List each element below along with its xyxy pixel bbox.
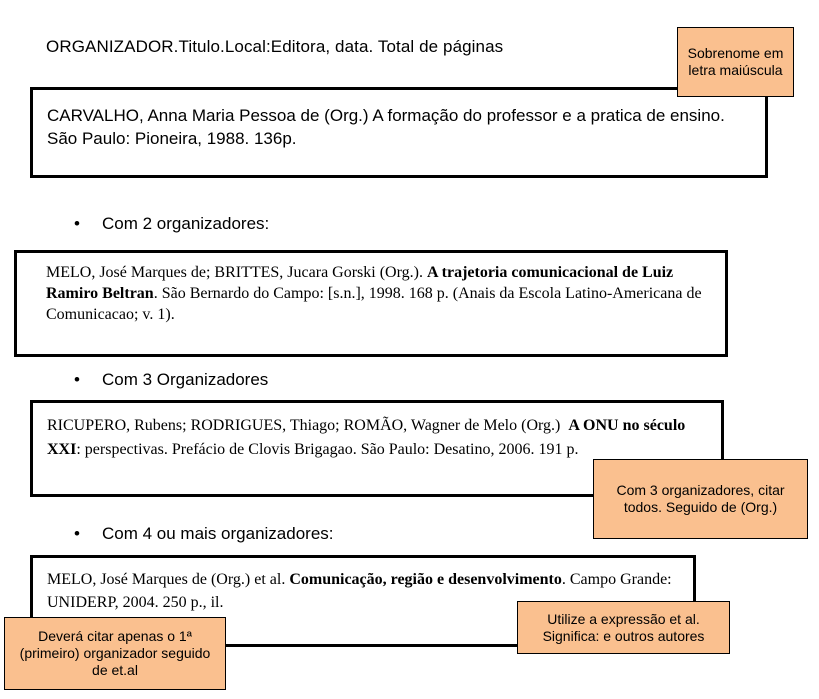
callout-three-organizers	[593, 459, 808, 539]
example-box-two-organizers	[14, 250, 728, 357]
callout-surname-uppercase	[677, 27, 794, 97]
example-three-text	[47, 414, 712, 462]
example-four-rest: . Campo Grande: UNIDERP, 2004. 250 p., il.	[47, 571, 672, 611]
callout-three-organizers-text: Com 3 organizadores, citar todos. Seguido de (Org.)	[616, 482, 785, 515]
example-one-text: CARVALHO, Anna Maria Pessoa de (Org.) A formação do professor e a pratica de ensino. São Paulo: Pioneira, 1988. 136p.	[47, 106, 725, 148]
bullet-three-label: Com 3 Organizadores	[102, 370, 269, 389]
example-three-title: A ONU no século XXI	[47, 417, 686, 458]
bullet-dot-icon: •	[74, 524, 80, 543]
bullet-dot-icon: •	[74, 370, 80, 389]
reference-format-line: ORGANIZADOR.Titulo.Local:Editora, data. Total de páginas	[46, 37, 504, 56]
callout-et-al-text: Utilize a expressão et al. Significa: e outros autores	[542, 610, 705, 644]
example-two-title: A trajetoria comunicacional de Luiz Ramiro Beltran	[46, 264, 674, 302]
bullet-three-organizers	[74, 370, 268, 390]
example-four-authors: MELO, José Marques de (Org.) et al.	[47, 571, 286, 588]
example-three-rest: : perspectivas. Prefácio de Clovis Brigagao. São Paulo: Desatino, 2006. 191 p.	[76, 441, 579, 458]
example-three-authors: RICUPERO, Rubens; RODRIGUES, Thiago; ROMÃO, Wagner de Melo (Org.)	[47, 417, 561, 434]
example-two-rest: . São Bernardo do Campo: [s.n.], 1998. 168 p. (Anais da Escola Latino-Americana de Comunicacao; v. 1).	[46, 285, 702, 323]
bullet-dot-icon: •	[74, 214, 80, 233]
example-two-authors: MELO, José Marques de; BRITTES, Jucara Gorski (Org.).	[46, 264, 423, 281]
example-two-text	[46, 262, 716, 325]
callout-first-organizer-only	[4, 617, 226, 690]
callout-surname-text: Sobrenome em letra maiúscula	[687, 45, 784, 78]
callout-first-organizer-text: Deverá citar apenas o 1ª (primeiro) organizador seguido de et.al	[19, 628, 211, 678]
example-four-title: Comunicação, região e desenvolvimento	[289, 571, 562, 588]
bullet-four-label: Com 4 ou mais organizadores:	[102, 524, 334, 543]
callout-et-al	[517, 601, 730, 654]
bullet-four-organizers	[74, 524, 334, 544]
bullet-two-label: Com 2 organizadores:	[102, 214, 270, 233]
bullet-two-organizers	[74, 214, 269, 234]
example-box-one-organizer	[30, 87, 768, 178]
